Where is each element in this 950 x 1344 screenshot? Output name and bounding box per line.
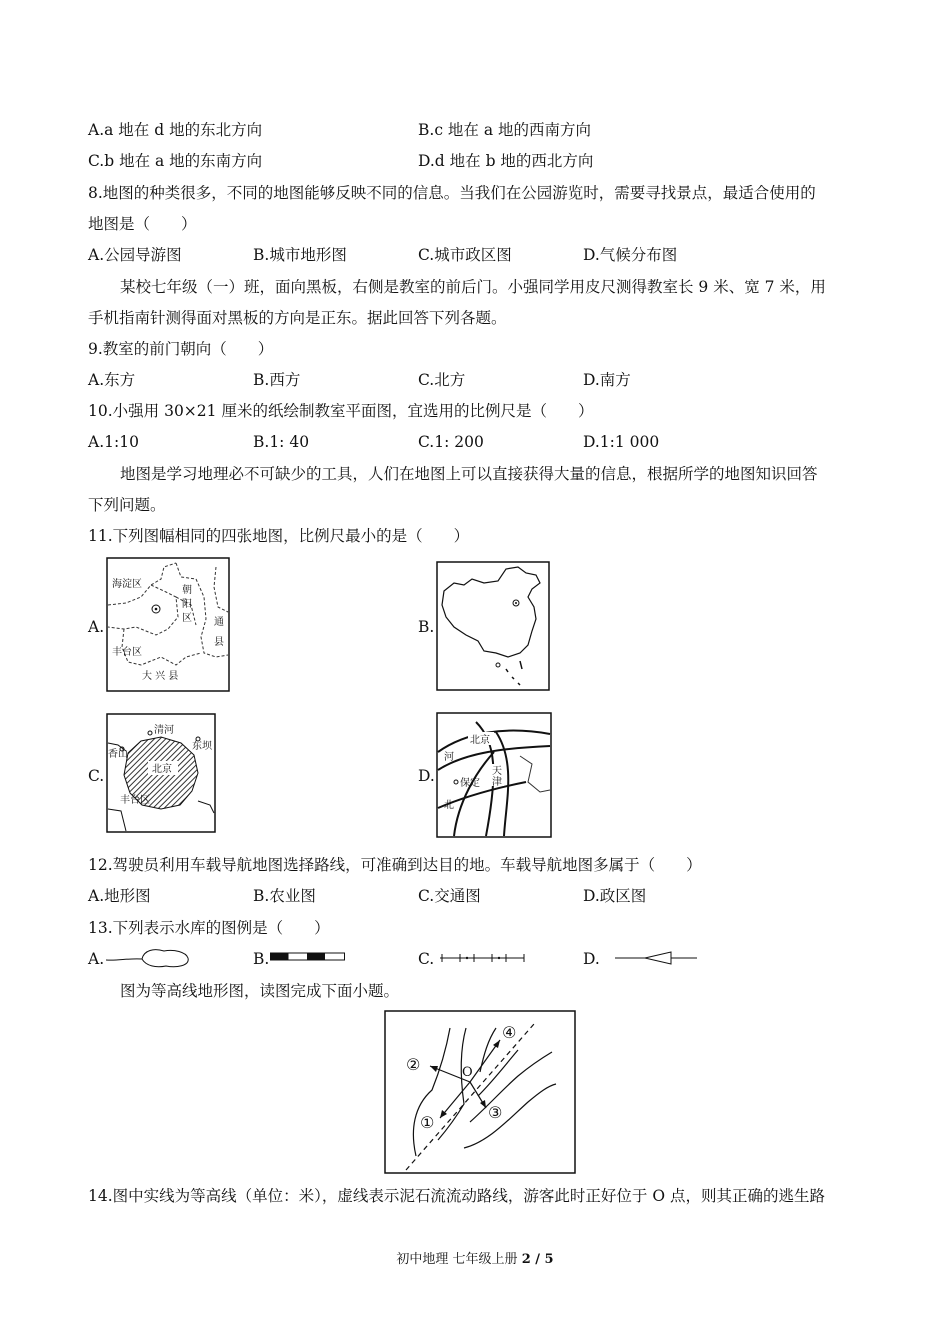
q10-option-d: D.1:1 000 <box>583 433 660 451</box>
q7-option-c: C.b 地在 a 地的东南方向 <box>88 152 263 170</box>
passage1-line2: 手机指南针测得面对黑板的方向是正东。据此回答下列各题。 <box>88 309 507 327</box>
q8-option-a: A.公园导游图 <box>88 246 182 264</box>
route-1-label: ① <box>420 1113 435 1132</box>
dam-symbol <box>615 950 699 966</box>
map-a-tong-1: 通 <box>214 617 224 628</box>
q13-option-a: A. <box>88 950 105 968</box>
map-d-bei: 北 <box>444 800 454 811</box>
point-o-label: O <box>462 1065 473 1080</box>
map-a-tong-2: 县 <box>214 637 224 648</box>
route-4-label: ④ <box>502 1023 517 1042</box>
map-a-chaoyang-2: 阳 <box>182 599 192 610</box>
passage2-line1: 地图是学习地理必不可缺少的工具，人们在地图上可以直接获得大量的信息，根据所学的地图知识回答 <box>120 465 818 483</box>
q9-option-d: D.南方 <box>583 371 631 389</box>
map-d-he: 河 <box>444 752 454 763</box>
q12-option-a: A.地形图 <box>88 887 151 905</box>
q10-stem: 10.小强用 30×21 厘米的纸绘制教室平面图，宜选用的比例尺是（ ） <box>88 402 594 420</box>
q12-option-d: D.政区图 <box>583 887 647 905</box>
q13-option-b: B. <box>253 950 270 968</box>
reservoir-symbol <box>106 946 192 970</box>
q11-label-d: D. <box>418 767 435 785</box>
map-a-chaoyang-3: 区 <box>182 613 192 624</box>
q9-option-b: B.西方 <box>253 371 301 389</box>
q13-stem: 13.下列表示水库的图例是（ ） <box>88 919 330 937</box>
map-c-fengtai: 丰台区 <box>120 795 150 806</box>
q7-option-a: A.a 地在 d 地的东北方向 <box>88 121 263 139</box>
q9-option-c: C.北方 <box>418 371 466 389</box>
map-c-dongba: 东坝 <box>192 741 212 752</box>
q9-option-a: A.东方 <box>88 371 136 389</box>
passage3-line1: 图为等高线地形图，读图完成下面小题。 <box>120 982 400 1000</box>
page-footer <box>0 1248 950 1267</box>
boundary-symbol <box>440 951 526 965</box>
q12-option-b: B.农业图 <box>253 887 316 905</box>
q8-option-c: C.城市政区图 <box>418 246 512 264</box>
q11-map-b <box>436 561 550 691</box>
q12-stem: 12.驾驶员利用车载导航地图选择路线，可准确到达目的地。车载导航地图多属于（ ） <box>88 856 702 874</box>
route-2-label: ② <box>406 1055 421 1074</box>
q11-stem: 11.下列图幅相同的四张地图，比例尺最小的是（ ） <box>88 527 470 545</box>
map-c-qinghe: 清河 <box>154 725 174 736</box>
q12-option-c: C.交通图 <box>418 887 481 905</box>
railway-symbol <box>270 951 346 963</box>
q11-map-c <box>106 713 216 833</box>
footer-page-number: 2 / 5 <box>521 1252 554 1267</box>
passage2-line2: 下列问题。 <box>88 496 166 514</box>
q7-option-d: D.d 地在 b 地的西北方向 <box>418 152 594 170</box>
q7-option-b: B.c 地在 a 地的西南方向 <box>418 121 592 139</box>
q11-map-d <box>436 712 552 838</box>
q11-label-c: C. <box>88 767 105 785</box>
q10-option-a: A.1:10 <box>88 433 139 451</box>
map-a-chaoyang-1: 朝 <box>182 585 192 596</box>
q8-option-b: B.城市地形图 <box>253 246 347 264</box>
map-d-baoding: 保定 <box>460 778 480 789</box>
map-a-haidian: 海淀区 <box>112 579 142 590</box>
q10-option-b: B.1: 40 <box>253 433 310 451</box>
q8-option-d: D.气候分布图 <box>583 246 678 264</box>
map-d-tian: 天 <box>492 766 502 777</box>
map-c-beijing: 北京 <box>152 764 172 775</box>
passage1-line1: 某校七年级（一）班，面向黑板，右侧是教室的前后门。小强同学用皮尺测得教室长 9 米、宽 7 米，用 <box>120 278 826 296</box>
q8-stem-line2: 地图是（ ） <box>88 215 197 233</box>
q9-stem: 9.教室的前门朝向（ ） <box>88 340 274 358</box>
map-a-daxing: 大 兴 县 <box>142 671 179 682</box>
q11-label-a: A. <box>88 618 105 636</box>
map-d-jin: 津 <box>492 777 502 788</box>
q13-option-c: C. <box>418 950 435 968</box>
q11-label-b: B. <box>418 618 435 636</box>
q11-map-a <box>106 557 230 692</box>
footer-text: 初中地理 七年级上册 <box>396 1252 522 1267</box>
contour-map <box>384 1010 576 1174</box>
map-d-beijing: 北京 <box>470 735 490 746</box>
route-3-label: ③ <box>488 1103 503 1122</box>
map-a-fengtai: 丰台区 <box>112 647 142 658</box>
map-c-xiangshan: 香山 <box>108 749 128 760</box>
q10-option-c: C.1: 200 <box>418 433 484 451</box>
q8-stem-line1: 8.地图的种类很多，不同的地图能够反映不同的信息。当我们在公园游览时，需要寻找景点，最适合使用的 <box>88 184 816 202</box>
q14-stem: 14.图中实线为等高线（单位：米），虚线表示泥石流流动路线，游客此时正好位于 O 点，则其正确的逃生路 <box>88 1187 825 1205</box>
q13-option-d: D. <box>583 950 600 968</box>
